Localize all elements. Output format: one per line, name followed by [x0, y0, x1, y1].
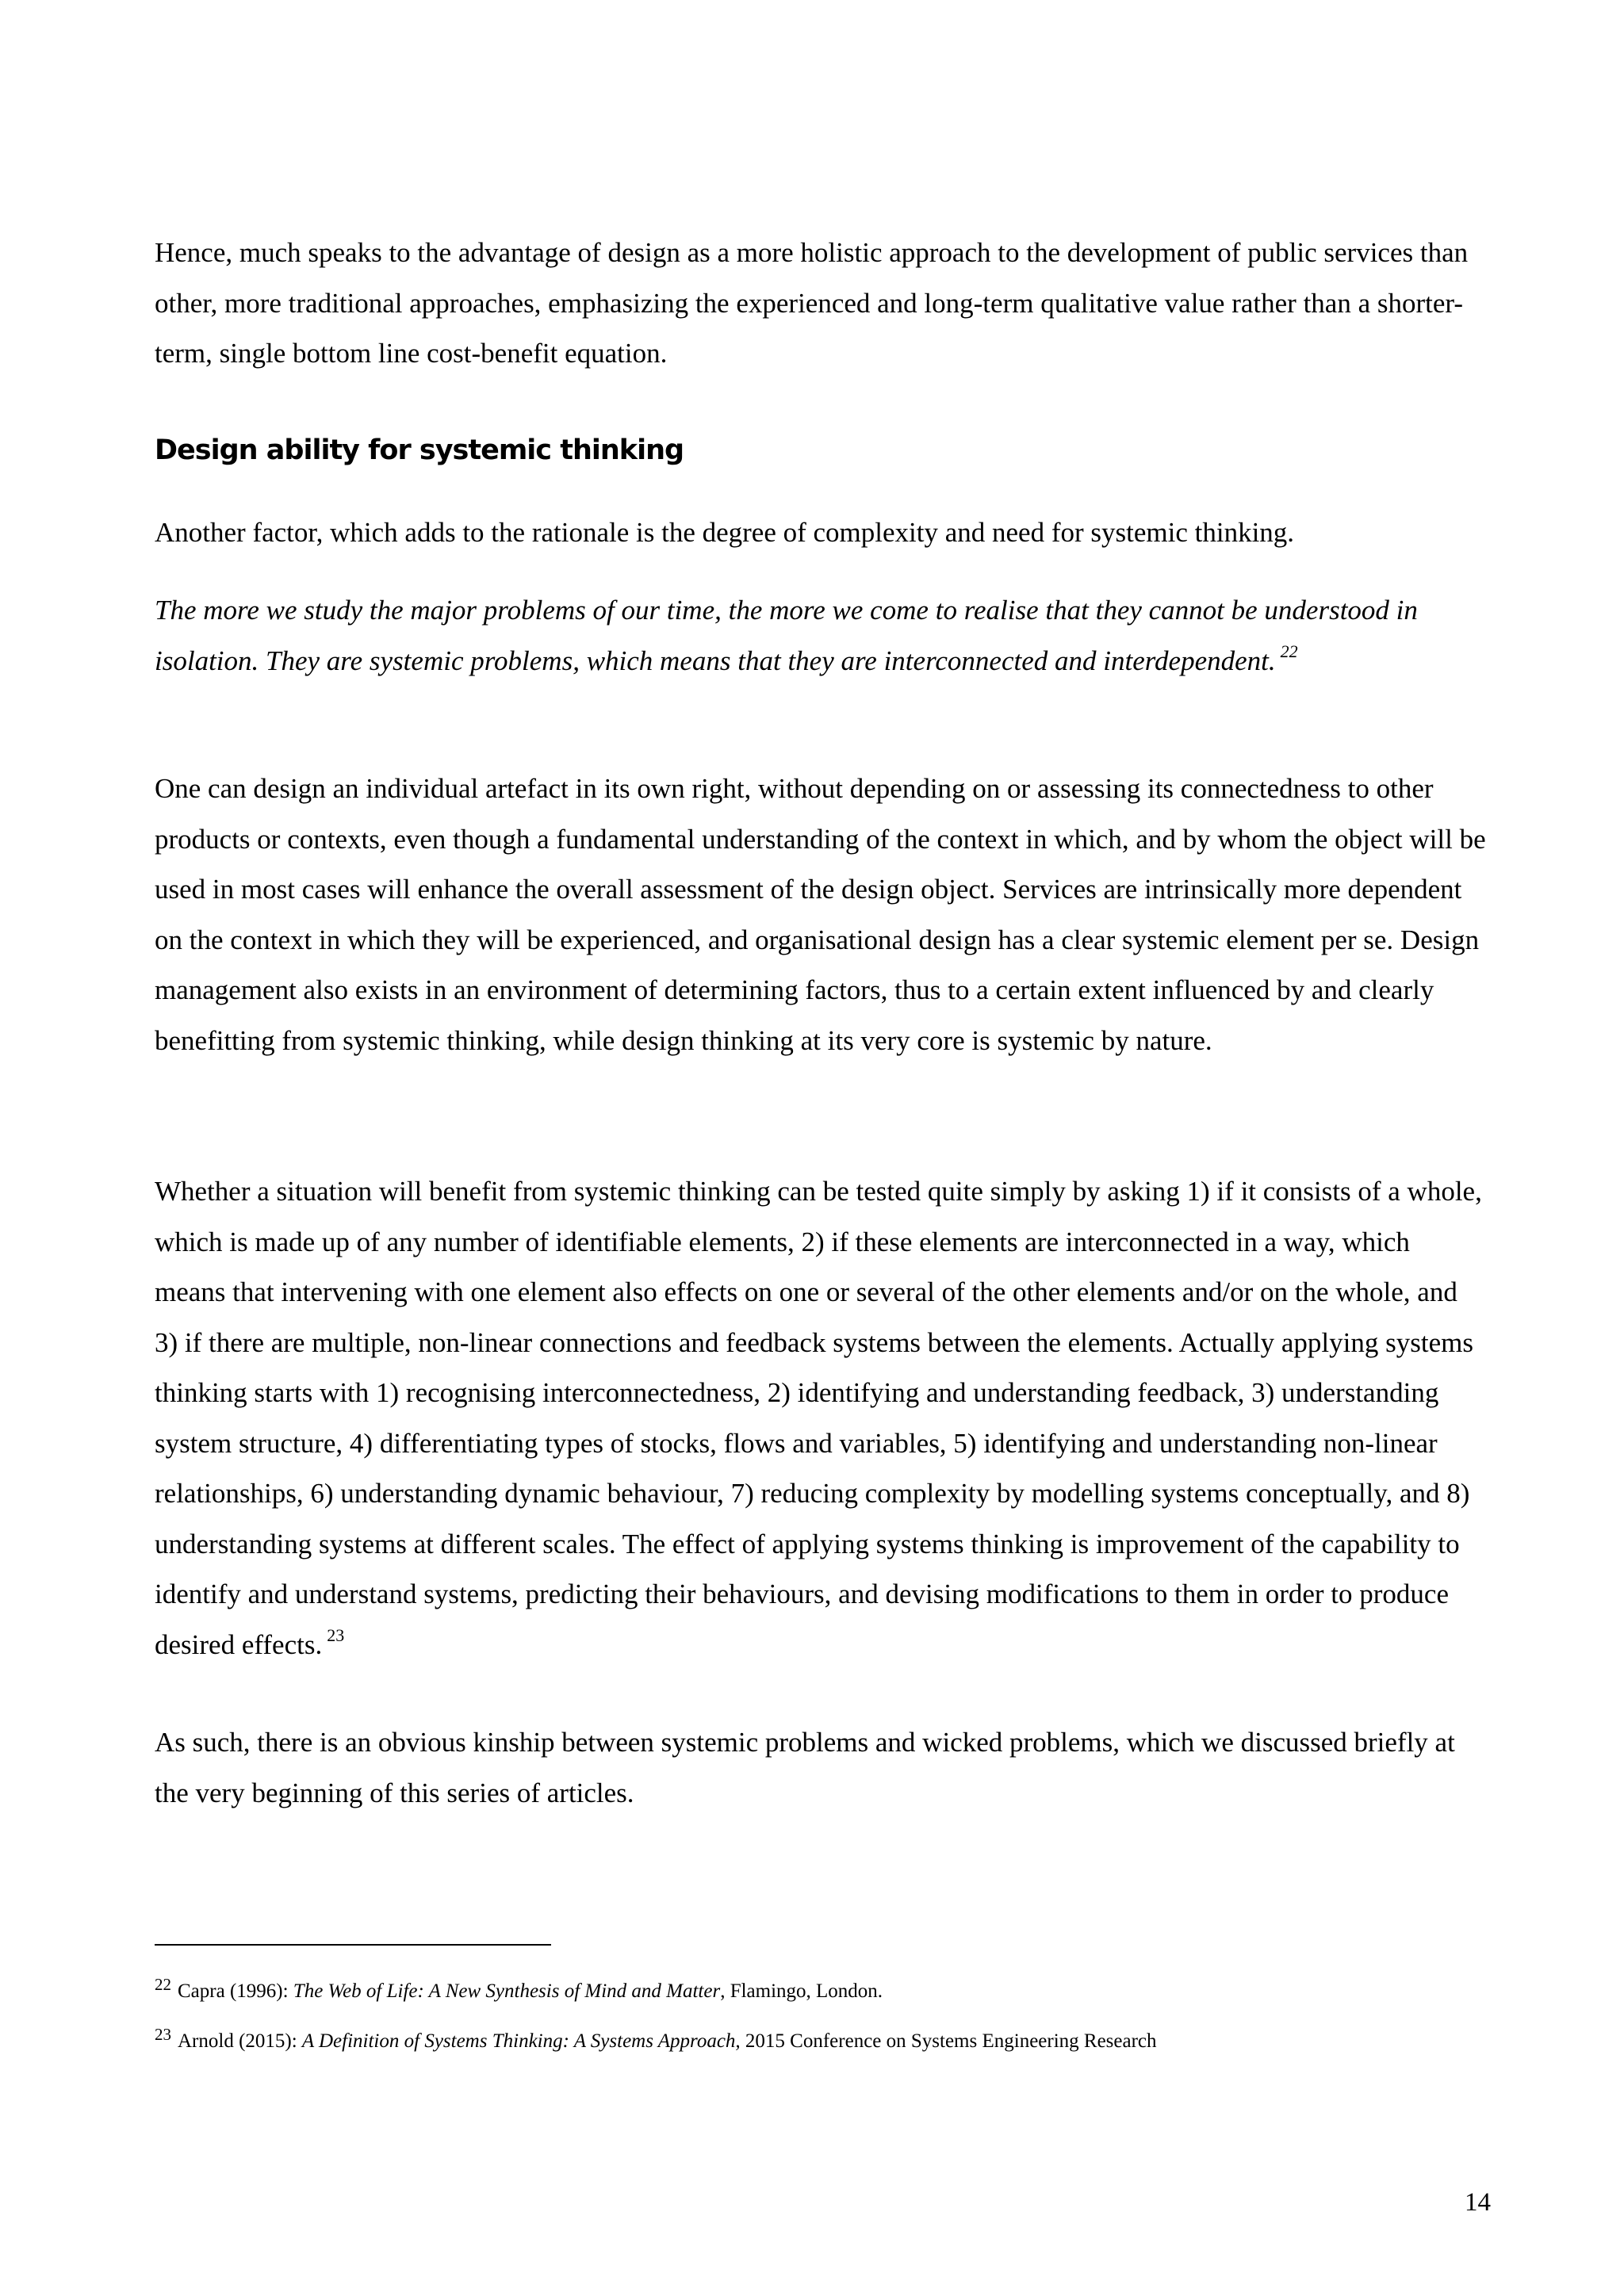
footnote-tail: 2015 Conference on Systems Engineering Research: [740, 2030, 1157, 2052]
section-heading: Design ability for systemic thinking: [155, 434, 684, 466]
footnote-ref-23[interactable]: 23: [327, 1624, 345, 1645]
footnote-23: [155, 2022, 1503, 2054]
footnote-divider: [155, 1944, 551, 1946]
footnote-title: A Definition of Systems Thinking: A Systems Approach,: [301, 2030, 741, 2052]
page-number: 14: [1465, 2188, 1491, 2217]
paragraph-artefact: One can design an individual artefact in its own right, without depending on or assessing its connectedness to other products or contexts, even though a fundamental understanding of the context in which, and by whom the object will be used in most cases will enhance the overall assessment of the design object. Services are intrinsically more dependent on the context in which they will be experienced, and organisational design has a clear systemic element per se. Design management also exists in an environment of determining factors, thus to a certain extent influenced by and clearly benefitting from systemic thinking, while design thinking at its very core is systemic by nature.: [155, 773, 1486, 1056]
footnote-tail: , Flamingo, London.: [720, 1980, 883, 2002]
paragraph-rationale: Another factor, which adds to the rationale is the degree of complexity and need for systemic thinking.: [155, 517, 1295, 548]
footnote-number: 22: [155, 1975, 171, 1994]
systems-test-text: Whether a situation will benefit from systemic thinking can be tested quite simply by asking 1) if it consists of a whole, which is made up of any number of identifiable elements, 2) if these elements are interconnected in a way, which means that intervening with one element also effects on one or several of the other elements and/or on the whole, and 3) if there are multiple, non-linear connections and feedback systems between the elements. Actually applying systems thinking starts with 1) recognising interconnectedness, 2) identifying and understanding feedback, 3) understanding system structure, 4) differentiating types of stocks, flows and variables, 5) identifying and understanding non-linear relationships, 6) understanding dynamic behaviour, 7) reducing complexity by modelling systems conceptually, and 8) understanding systems at different scales. The effect of applying systems thinking is improvement of the capability to identify and understand systems, predicting their behaviours, and devising modifications to them in order to produce desired effects.: [155, 1176, 1482, 1660]
footnote-lead: Arnold (2015):: [178, 2030, 302, 2052]
paragraph-kinship: As such, there is an obvious kinship between systemic problems and wicked problems, which we discussed briefly at the very beginning of this series of articles.: [155, 1727, 1455, 1808]
footnote-lead: Capra (1996):: [178, 1980, 293, 2002]
footnote-title: The Web of Life: A New Synthesis of Mind and Matter: [293, 1980, 721, 2002]
footnote-number: 23: [155, 2025, 171, 2044]
paragraph-intro: Hence, much speaks to the advantage of design as a more holistic approach to the development of public services than other, more traditional approaches, emphasizing the experienced and long-term qualitative value rather than a shorter-term, single bottom line cost-benefit equation.: [155, 237, 1469, 369]
paragraph-systems-test: [155, 1166, 1487, 1670]
block-quote: [155, 585, 1487, 686]
quote-text: The more we study the major problems of our time, the more we come to realise that they cannot be understood in isolation. They are systemic problems, which means that they are interconnected and interdependent.: [155, 595, 1418, 676]
footnote-22: [155, 1972, 1503, 2004]
footnote-ref-22[interactable]: 22: [1280, 641, 1298, 661]
